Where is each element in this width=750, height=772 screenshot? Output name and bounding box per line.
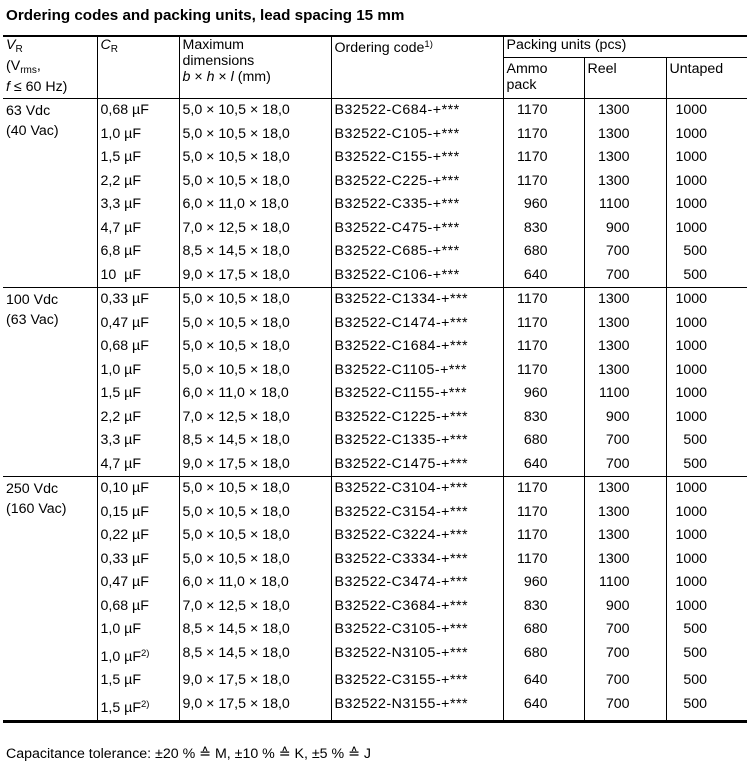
ammo-pack-cell: 830 <box>503 406 584 430</box>
ordering-code-cell: B32522-C1225-+*** <box>331 406 503 430</box>
ordering-codes-table <box>3 37 747 721</box>
table-row <box>3 99 747 123</box>
reel-cell: 1300 <box>584 524 666 548</box>
dimensions-cell: 7,0 × 12,5 × 18,0 <box>179 406 331 430</box>
table-row <box>3 382 747 406</box>
ammo-pack-cell: 1170 <box>503 99 584 123</box>
dimensions-cell: 8,5 × 14,5 × 18,0 <box>179 618 331 642</box>
dimensions-cell: 5,0 × 10,5 × 18,0 <box>179 501 331 525</box>
ammo-pack-cell: 680 <box>503 618 584 642</box>
capacitance-cell: 2,2 µF <box>97 170 179 194</box>
table-title: Ordering codes and packing units, lead spacing 15 mm <box>6 7 405 24</box>
ammo-pack-cell: 1170 <box>503 524 584 548</box>
reel-cell: 700 <box>584 240 666 264</box>
ammo-pack-cell: 1170 <box>503 501 584 525</box>
ammo-pack-cell: 960 <box>503 193 584 217</box>
untaped-cell: 1000 <box>666 524 747 548</box>
capacitance-cell: 1,0 µF <box>97 618 179 642</box>
reel-cell: 1300 <box>584 477 666 501</box>
reel-cell: 1300 <box>584 288 666 312</box>
dimensions-cell: 8,5 × 14,5 × 18,0 <box>179 642 331 670</box>
ordering-code-cell: B32522-C3155-+*** <box>331 669 503 693</box>
table-row <box>3 146 747 170</box>
table-row <box>3 453 747 477</box>
reel-cell: 700 <box>584 429 666 453</box>
untaped-cell: 500 <box>666 264 747 288</box>
capacitance-cell: 6,8 µF <box>97 240 179 264</box>
header-vr: $V_R$ ($V_{rms}$, f ≤ 60 Hz) <box>3 37 97 99</box>
untaped-cell: 1000 <box>666 170 747 194</box>
table-row <box>3 335 747 359</box>
capacitance-tolerance-note: Capacitance tolerance: ±20 % ≙ M, ±10 % ≙ K, ±5 % ≙ J <box>6 746 371 762</box>
voltage-dc: 100 Vdc <box>6 292 59 308</box>
table-row <box>3 693 747 721</box>
ordering-code-cell: B32522-C685-+*** <box>331 240 503 264</box>
capacitance-cell: 2,2 µF <box>97 406 179 430</box>
ordering-code-cell: B32522-C1334-+*** <box>331 288 503 312</box>
ordering-code-cell: B32522-N3155-+*** <box>331 693 503 721</box>
ordering-code-cell: B32522-C684-+*** <box>331 99 503 123</box>
untaped-cell: 500 <box>666 669 747 693</box>
header-untaped: Untaped <box>666 58 747 99</box>
ordering-code-cell: B32522-C1335-+*** <box>331 429 503 453</box>
ammo-pack-cell: 1170 <box>503 335 584 359</box>
ammo-pack-cell: 830 <box>503 595 584 619</box>
ordering-code-cell: B32522-C335-+*** <box>331 193 503 217</box>
reel-cell: 1100 <box>584 193 666 217</box>
reel-cell: 1300 <box>584 359 666 383</box>
dimensions-cell: 8,5 × 14,5 × 18,0 <box>179 240 331 264</box>
dimensions-cell: 7,0 × 12,5 × 18,0 <box>179 217 331 241</box>
ordering-code-cell: B32522-C3334-+*** <box>331 548 503 572</box>
capacitance-cell: 1,0 µF <box>97 123 179 147</box>
bottom-rule <box>3 721 747 723</box>
voltage-rating-cell <box>3 477 97 721</box>
untaped-cell: 1000 <box>666 382 747 406</box>
untaped-cell: 1000 <box>666 335 747 359</box>
reel-cell: 1100 <box>584 382 666 406</box>
untaped-cell: 1000 <box>666 123 747 147</box>
ammo-pack-cell: 960 <box>503 571 584 595</box>
capacitance-cell: 1,5 µF <box>97 669 179 693</box>
dimensions-cell: 5,0 × 10,5 × 18,0 <box>179 123 331 147</box>
ammo-pack-cell: 680 <box>503 429 584 453</box>
dimensions-cell: 5,0 × 10,5 × 18,0 <box>179 99 331 123</box>
ordering-code-cell: B32522-C105-+*** <box>331 123 503 147</box>
dimensions-cell: 9,0 × 17,5 × 18,0 <box>179 264 331 288</box>
capacitance-cell: 0,10 µF <box>97 477 179 501</box>
capacitance-cell: 1,5 µF <box>97 146 179 170</box>
table-row <box>3 193 747 217</box>
reel-cell: 700 <box>584 618 666 642</box>
voltage-dc: 250 Vdc <box>6 481 59 497</box>
dimensions-cell: 5,0 × 10,5 × 18,0 <box>179 288 331 312</box>
table-row <box>3 524 747 548</box>
table-row <box>3 240 747 264</box>
capacitance-cell: 0,22 µF <box>97 524 179 548</box>
header-cr: $C_R$ <box>97 37 179 99</box>
table-row <box>3 123 747 147</box>
dimensions-cell: 5,0 × 10,5 × 18,0 <box>179 524 331 548</box>
ammo-pack-cell: 1170 <box>503 123 584 147</box>
ordering-code-cell: B32522-C1684-+*** <box>331 335 503 359</box>
capacitance-cell: 4,7 µF <box>97 453 179 477</box>
ordering-code-cell: B32522-C106-+*** <box>331 264 503 288</box>
table-row <box>3 548 747 572</box>
capacitance-cell: 0,47 µF <box>97 312 179 336</box>
ordering-code-cell: B32522-C3105-+*** <box>331 618 503 642</box>
untaped-cell: 1000 <box>666 406 747 430</box>
ammo-pack-cell: 1170 <box>503 477 584 501</box>
untaped-cell: 1000 <box>666 477 747 501</box>
dimensions-cell: 5,0 × 10,5 × 18,0 <box>179 359 331 383</box>
dimensions-cell: 5,0 × 10,5 × 18,0 <box>179 335 331 359</box>
ammo-pack-cell: 1170 <box>503 288 584 312</box>
dimensions-cell: 8,5 × 14,5 × 18,0 <box>179 429 331 453</box>
reel-cell: 1300 <box>584 123 666 147</box>
table-row <box>3 429 747 453</box>
dimensions-cell: 9,0 × 17,5 × 18,0 <box>179 669 331 693</box>
ordering-code-cell: B32522-C3104-+*** <box>331 477 503 501</box>
reel-cell: 1100 <box>584 571 666 595</box>
reel-cell: 700 <box>584 453 666 477</box>
voltage-ac: (160 Vac) <box>6 501 67 517</box>
ordering-code-cell: B32522-C475-+*** <box>331 217 503 241</box>
capacitance-cell: 10 µF <box>97 264 179 288</box>
table-row <box>3 406 747 430</box>
voltage-rating-cell <box>3 288 97 477</box>
ammo-pack-cell: 830 <box>503 217 584 241</box>
untaped-cell: 1000 <box>666 99 747 123</box>
ammo-pack-cell: 640 <box>503 693 584 721</box>
reel-cell: 700 <box>584 264 666 288</box>
ordering-code-cell: B32522-C1475-+*** <box>331 453 503 477</box>
reel-cell: 1300 <box>584 501 666 525</box>
ammo-pack-cell: 680 <box>503 240 584 264</box>
voltage-ac: (40 Vac) <box>6 123 59 139</box>
reel-cell: 1300 <box>584 146 666 170</box>
dimensions-cell: 6,0 × 11,0 × 18,0 <box>179 382 331 406</box>
reel-cell: 1300 <box>584 335 666 359</box>
ammo-pack-cell: 640 <box>503 264 584 288</box>
reel-cell: 900 <box>584 406 666 430</box>
header-reel: Reel <box>584 58 666 99</box>
dimensions-cell: 5,0 × 10,5 × 18,0 <box>179 170 331 194</box>
table-row <box>3 595 747 619</box>
ordering-code-cell: B32522-C1155-+*** <box>331 382 503 406</box>
ordering-code-cell: B32522-C155-+*** <box>331 146 503 170</box>
ammo-pack-cell: 1170 <box>503 146 584 170</box>
capacitance-cell: 1,0 µF$^{2)}$ <box>97 642 179 670</box>
table-row <box>3 618 747 642</box>
untaped-cell: 500 <box>666 618 747 642</box>
capacitance-cell: 3,3 µF <box>97 193 179 217</box>
table-row <box>3 477 747 501</box>
capacitance-cell: 0,47 µF <box>97 571 179 595</box>
table-row <box>3 264 747 288</box>
ordering-code-cell: B32522-C225-+*** <box>331 170 503 194</box>
capacitance-cell: 1,5 µF <box>97 382 179 406</box>
reel-cell: 900 <box>584 217 666 241</box>
table-row <box>3 312 747 336</box>
table-row <box>3 571 747 595</box>
untaped-cell: 1000 <box>666 288 747 312</box>
dimensions-cell: 9,0 × 17,5 × 18,0 <box>179 453 331 477</box>
untaped-cell: 1000 <box>666 217 747 241</box>
table-row <box>3 359 747 383</box>
ammo-pack-cell: 1170 <box>503 548 584 572</box>
header-packing-units: Packing units (pcs) <box>503 37 747 58</box>
ordering-code-cell: B32522-C1105-+*** <box>331 359 503 383</box>
capacitance-cell: 0,68 µF <box>97 595 179 619</box>
capacitance-cell: 1,0 µF <box>97 359 179 383</box>
table-row <box>3 669 747 693</box>
ammo-pack-cell: 640 <box>503 453 584 477</box>
capacitance-cell: 0,33 µF <box>97 288 179 312</box>
untaped-cell: 500 <box>666 429 747 453</box>
ammo-pack-cell: 1170 <box>503 359 584 383</box>
reel-cell: 900 <box>584 595 666 619</box>
dimensions-cell: 5,0 × 10,5 × 18,0 <box>179 312 331 336</box>
ordering-code-cell: B32522-C1474-+*** <box>331 312 503 336</box>
untaped-cell: 1000 <box>666 359 747 383</box>
ordering-code-cell: B32522-N3105-+*** <box>331 642 503 670</box>
dimensions-cell: 6,0 × 11,0 × 18,0 <box>179 193 331 217</box>
dimensions-cell: 5,0 × 10,5 × 18,0 <box>179 146 331 170</box>
ordering-code-cell: B32522-C3224-+*** <box>331 524 503 548</box>
voltage-dc: 63 Vdc <box>6 103 51 119</box>
voltage-rating-cell <box>3 99 97 288</box>
untaped-cell: 1000 <box>666 548 747 572</box>
table-row <box>3 170 747 194</box>
ammo-pack-cell: 960 <box>503 382 584 406</box>
dimensions-cell: 6,0 × 11,0 × 18,0 <box>179 571 331 595</box>
capacitance-cell: 0,33 µF <box>97 548 179 572</box>
ammo-pack-cell: 640 <box>503 669 584 693</box>
reel-cell: 1300 <box>584 99 666 123</box>
untaped-cell: 1000 <box>666 193 747 217</box>
capacitance-cell: 1,5 µF$^{2)}$ <box>97 693 179 721</box>
ordering-code-cell: B32522-C3684-+*** <box>331 595 503 619</box>
untaped-cell: 1000 <box>666 146 747 170</box>
reel-cell: 1300 <box>584 170 666 194</box>
untaped-cell: 1000 <box>666 571 747 595</box>
ammo-pack-cell: 1170 <box>503 170 584 194</box>
untaped-cell: 1000 <box>666 312 747 336</box>
table-row <box>3 501 747 525</box>
ammo-pack-cell: 1170 <box>503 312 584 336</box>
capacitance-cell: 0,68 µF <box>97 99 179 123</box>
header-dimensions: Maximum dimensions b × h × l (mm) <box>179 37 331 99</box>
untaped-cell: 500 <box>666 240 747 264</box>
reel-cell: 1300 <box>584 312 666 336</box>
reel-cell: 700 <box>584 693 666 721</box>
reel-cell: 700 <box>584 642 666 670</box>
reel-cell: 1300 <box>584 548 666 572</box>
capacitance-cell: 0,68 µF <box>97 335 179 359</box>
reel-cell: 700 <box>584 669 666 693</box>
voltage-ac: (63 Vac) <box>6 312 59 328</box>
untaped-cell: 500 <box>666 453 747 477</box>
untaped-cell: 500 <box>666 642 747 670</box>
capacitance-cell: 3,3 µF <box>97 429 179 453</box>
ordering-code-cell: B32522-C3474-+*** <box>331 571 503 595</box>
ordering-code-cell: B32522-C3154-+*** <box>331 501 503 525</box>
dimensions-cell: 7,0 × 12,5 × 18,0 <box>179 595 331 619</box>
untaped-cell: 500 <box>666 693 747 721</box>
dimensions-cell: 5,0 × 10,5 × 18,0 <box>179 548 331 572</box>
table-row <box>3 288 747 312</box>
capacitance-cell: 4,7 µF <box>97 217 179 241</box>
untaped-cell: 1000 <box>666 595 747 619</box>
header-ammo-pack: Ammo pack <box>503 58 584 99</box>
ammo-pack-cell: 680 <box>503 642 584 670</box>
capacitance-cell: 0,15 µF <box>97 501 179 525</box>
table-row <box>3 217 747 241</box>
dimensions-cell: 5,0 × 10,5 × 18,0 <box>179 477 331 501</box>
dimensions-cell: 9,0 × 17,5 × 18,0 <box>179 693 331 721</box>
table-row <box>3 642 747 670</box>
header-ordering-code: Ordering code$^{1)}$ <box>331 37 503 99</box>
untaped-cell: 1000 <box>666 501 747 525</box>
